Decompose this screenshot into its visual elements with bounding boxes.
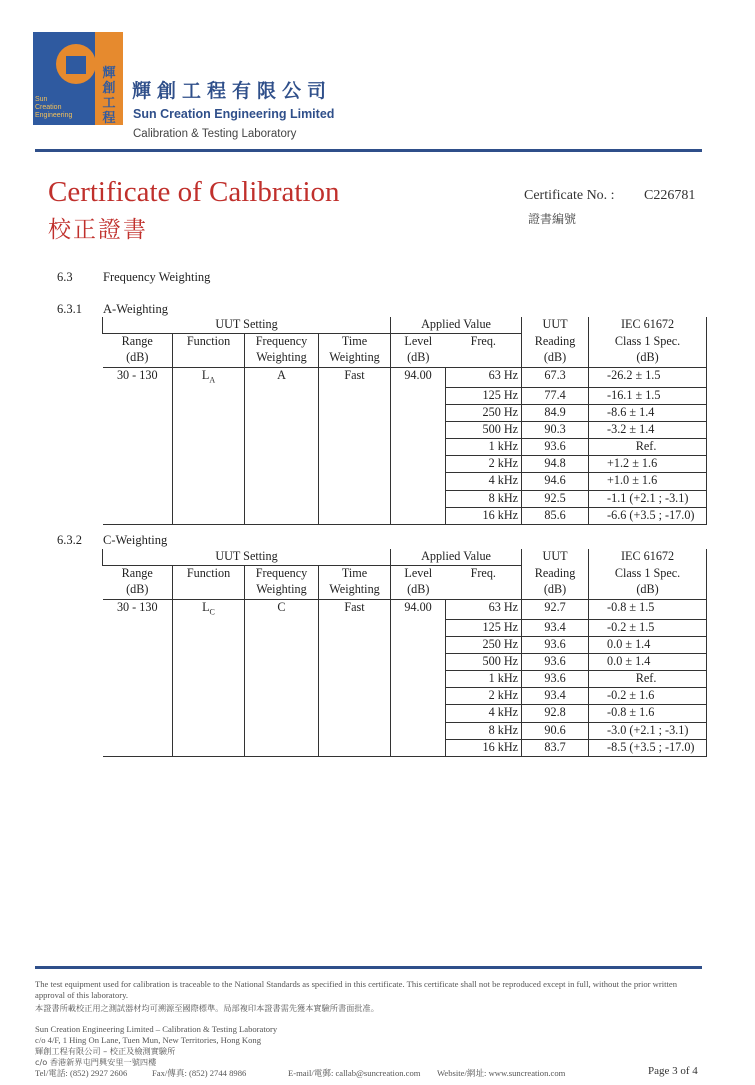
table-row	[103, 653, 707, 670]
function-cell	[173, 367, 245, 387]
table-row	[103, 490, 707, 507]
function-header: Function	[173, 566, 245, 583]
reading-cell: 93.4	[522, 688, 589, 705]
spec-cell: 0.0 ± 1.4	[589, 653, 707, 670]
function-cell	[173, 599, 245, 619]
table-row	[103, 507, 707, 524]
frequency-weighting-cell	[245, 456, 319, 473]
function-subscript: A	[209, 375, 216, 384]
freq-cell: 4 kHz	[446, 705, 522, 722]
time-weighting-cell	[319, 671, 391, 688]
traceability-statement-chinese: 本證書所載校正用之測試器材均可溯源至國際標準。局部複印本證書需先獲本實驗所書面批准。	[35, 1003, 379, 1013]
spec-cell: -6.6 (+3.5 ; -17.0)	[589, 507, 707, 524]
table-row	[103, 599, 707, 619]
level-cell	[391, 671, 446, 688]
subsection-a-number: 6.3.1	[57, 302, 82, 316]
range-cell	[103, 404, 173, 421]
spec-header: Class 1 Spec.	[589, 334, 707, 351]
range-cell	[103, 421, 173, 438]
range-cell	[103, 671, 173, 688]
address-line-4: c/o 香港新界屯門興安里一號四樓	[35, 1057, 157, 1067]
address-line-1: Sun Creation Engineering Limited – Calibration & Testing Laboratory	[35, 1024, 278, 1034]
reading-cell: 93.6	[522, 636, 589, 653]
range-cell	[103, 387, 173, 404]
function-cell	[173, 739, 245, 756]
company-logo	[33, 32, 123, 125]
range-cell	[103, 722, 173, 739]
reading-header: Reading	[522, 334, 589, 351]
reading-cell: 92.5	[522, 490, 589, 507]
spec-unit: (dB)	[589, 582, 707, 599]
level-header: Level	[391, 566, 446, 583]
level-header: Level	[391, 334, 446, 351]
range-cell	[103, 688, 173, 705]
level-cell	[391, 739, 446, 756]
range-cell	[103, 705, 173, 722]
time-weighting-cell	[319, 739, 391, 756]
frequency-weighting-cell	[245, 439, 319, 456]
function-cell	[173, 421, 245, 438]
range-cell	[103, 490, 173, 507]
freq-cell: 500 Hz	[446, 421, 522, 438]
reading-cell: 93.6	[522, 439, 589, 456]
range-cell: 30 - 130	[116, 367, 158, 382]
freq-cell: 500 Hz	[446, 653, 522, 670]
freq-cell: 16 kHz	[446, 739, 522, 756]
spec-cell: -8.6 ± 1.4	[589, 404, 707, 421]
range-unit: (dB)	[103, 582, 173, 599]
range-header: Range	[103, 334, 173, 351]
function-cell	[173, 473, 245, 490]
level-unit: (dB)	[391, 582, 446, 599]
spec-cell: -0.8 ± 1.6	[589, 705, 707, 722]
a-weighting-table	[102, 317, 707, 525]
freq-cell: 1 kHz	[446, 439, 522, 456]
spec-cell: -0.2 ± 1.5	[589, 619, 707, 636]
freq-cell: 8 kHz	[446, 722, 522, 739]
table-row	[103, 473, 707, 490]
table-row	[103, 367, 707, 387]
frequency-weighting-cell	[245, 507, 319, 524]
time-weighting-cell	[319, 456, 391, 473]
freq-cell: 250 Hz	[446, 636, 522, 653]
level-cell	[391, 473, 446, 490]
freq-cell: 1 kHz	[446, 671, 522, 688]
email: E-mail/電郵: callab@suncreation.com	[288, 1068, 421, 1078]
range-cell	[103, 653, 173, 670]
footer-divider	[35, 966, 702, 969]
table-row	[103, 688, 707, 705]
range-cell	[103, 473, 173, 490]
freq-cell: 125 Hz	[446, 619, 522, 636]
time-weighting-cell	[319, 653, 391, 670]
time-weighting-cell	[319, 404, 391, 421]
time-weighting-cell	[319, 619, 391, 636]
frequency-weighting-cell	[245, 387, 319, 404]
section-title: Frequency Weighting	[103, 270, 211, 284]
level-cell	[391, 705, 446, 722]
spec-cell: Ref.	[589, 671, 707, 688]
reading-cell: 85.6	[522, 507, 589, 524]
subsection-c-title: C-Weighting	[103, 533, 168, 547]
function-cell	[173, 387, 245, 404]
spec-cell: +1.0 ± 1.6	[589, 473, 707, 490]
iec-header: IEC 61672	[589, 317, 707, 334]
range-unit: (dB)	[103, 350, 173, 367]
spec-header: Class 1 Spec.	[589, 566, 707, 583]
weighting-label: Weighting	[319, 350, 391, 367]
frequency-weighting-header: Frequency	[245, 334, 319, 351]
level-cell	[391, 619, 446, 636]
function-cell	[173, 653, 245, 670]
time-weighting-cell	[319, 636, 391, 653]
function-cell	[173, 404, 245, 421]
website: Website/網址: www.suncreation.com	[437, 1068, 566, 1078]
time-weighting-cell	[319, 473, 391, 490]
applied-value-header: Applied Value	[391, 549, 522, 566]
section-number: 6.3	[57, 270, 73, 284]
telephone: Tel/電話: (852) 2927 2606	[35, 1068, 128, 1078]
freq-cell: 250 Hz	[446, 404, 522, 421]
uut-header: UUT	[522, 317, 589, 334]
fax: Fax/傳真: (852) 2744 8986	[152, 1068, 247, 1078]
weighting-label: Weighting	[245, 350, 319, 367]
level-cell	[391, 421, 446, 438]
frequency-weighting-cell	[245, 722, 319, 739]
frequency-weighting-cell	[245, 705, 319, 722]
reading-cell: 93.4	[522, 619, 589, 636]
time-weighting-cell	[319, 688, 391, 705]
level-cell	[391, 636, 446, 653]
time-weighting-cell: Fast	[319, 367, 391, 387]
frequency-weighting-cell	[245, 671, 319, 688]
weighting-label: Weighting	[245, 582, 319, 599]
company-name-chinese: 輝創工程有限公司	[132, 80, 333, 102]
table-row	[103, 739, 707, 756]
freq-cell: 2 kHz	[446, 456, 522, 473]
reading-cell: 94.6	[522, 473, 589, 490]
applied-value-header: Applied Value	[391, 317, 522, 334]
freq-cell: 63 Hz	[446, 367, 522, 387]
frequency-weighting-cell	[245, 653, 319, 670]
freq-cell: 63 Hz	[446, 599, 522, 619]
table-row	[103, 636, 707, 653]
frequency-weighting-cell	[245, 490, 319, 507]
level-cell	[391, 653, 446, 670]
reading-cell: 90.3	[522, 421, 589, 438]
freq-cell: 4 kHz	[446, 473, 522, 490]
function-subscript: C	[209, 607, 215, 616]
spec-cell: -16.1 ± 1.5	[589, 387, 707, 404]
spec-cell: +1.2 ± 1.6	[589, 456, 707, 473]
function-cell	[173, 636, 245, 653]
time-weighting-cell	[319, 421, 391, 438]
table-row	[103, 404, 707, 421]
time-weighting-header: Time	[319, 334, 391, 351]
level-cell	[391, 722, 446, 739]
subsection-a-title: A-Weighting	[103, 302, 168, 316]
freq-header: Freq.	[446, 334, 522, 351]
time-weighting-cell	[319, 722, 391, 739]
certificate-title-chinese: 校正證書	[48, 217, 148, 243]
function-cell	[173, 619, 245, 636]
table-row	[103, 671, 707, 688]
address-line-3: 輝創工程有限公司 – 校正及檢測實驗所	[35, 1046, 176, 1056]
level-cell	[391, 387, 446, 404]
table-row	[103, 722, 707, 739]
spec-cell: -3.0 (+2.1 ; -3.1)	[589, 722, 707, 739]
range-cell	[103, 636, 173, 653]
reading-header: Reading	[522, 566, 589, 583]
reading-cell: 77.4	[522, 387, 589, 404]
reading-cell: 67.3	[522, 367, 589, 387]
function-cell	[173, 705, 245, 722]
range-cell	[103, 456, 173, 473]
table-row	[103, 619, 707, 636]
function-cell	[173, 507, 245, 524]
laboratory-name: Calibration & Testing Laboratory	[133, 128, 297, 140]
range-cell	[103, 739, 173, 756]
frequency-weighting-cell	[245, 421, 319, 438]
freq-cell: 16 kHz	[446, 507, 522, 524]
certificate-title: Certificate of Calibration	[48, 176, 340, 208]
frequency-weighting-cell	[245, 473, 319, 490]
spec-unit: (dB)	[589, 350, 707, 367]
uut-header: UUT	[522, 549, 589, 566]
reading-unit: (dB)	[522, 582, 589, 599]
c-weighting-table	[102, 549, 707, 757]
spec-cell: -0.2 ± 1.6	[589, 688, 707, 705]
frequency-weighting-cell	[245, 688, 319, 705]
time-weighting-cell	[319, 490, 391, 507]
frequency-weighting-cell: C	[245, 599, 319, 619]
reading-cell: 90.6	[522, 722, 589, 739]
frequency-weighting-cell	[245, 404, 319, 421]
frequency-weighting-cell	[245, 619, 319, 636]
table-row	[103, 387, 707, 404]
iec-header: IEC 61672	[589, 549, 707, 566]
range-cell: 30 - 130	[116, 599, 158, 614]
reading-cell: 93.6	[522, 653, 589, 670]
range-cell	[103, 507, 173, 524]
range-cell	[103, 619, 173, 636]
spec-cell: -1.1 (+2.1 ; -3.1)	[589, 490, 707, 507]
logo-english-text: Sun Creation Engineering	[35, 96, 73, 119]
function-cell	[173, 671, 245, 688]
uut-setting-header: UUT Setting	[103, 317, 391, 334]
function-cell	[173, 439, 245, 456]
frequency-weighting-cell: A	[245, 367, 319, 387]
time-weighting-header: Time	[319, 566, 391, 583]
table-row	[103, 439, 707, 456]
company-name-english: Sun Creation Engineering Limited	[133, 107, 335, 121]
time-weighting-cell	[319, 705, 391, 722]
reading-cell: 83.7	[522, 739, 589, 756]
function-symbol: L	[201, 367, 210, 382]
table-row	[103, 421, 707, 438]
uut-setting-header: UUT Setting	[103, 549, 391, 566]
traceability-statement: The test equipment used for calibration is traceable to the National Standards as specified in this certificate. This certificate shall not be reproduced except in full, without the prior written approval of this laboratory.	[35, 979, 678, 1000]
weighting-label: Weighting	[319, 582, 391, 599]
range-header: Range	[103, 566, 173, 583]
level-cell	[391, 404, 446, 421]
time-weighting-cell	[319, 439, 391, 456]
range-cell	[103, 439, 173, 456]
reading-cell: 92.7	[522, 599, 589, 619]
level-cell	[391, 439, 446, 456]
frequency-weighting-cell	[245, 636, 319, 653]
certificate-number-label-chinese: 證書編號	[528, 212, 577, 226]
table-row	[103, 705, 707, 722]
level-cell	[391, 456, 446, 473]
reading-cell: 94.8	[522, 456, 589, 473]
function-symbol: L	[202, 599, 210, 614]
function-cell	[173, 722, 245, 739]
time-weighting-cell	[319, 387, 391, 404]
subsection-c-number: 6.3.2	[57, 533, 82, 547]
function-cell	[173, 490, 245, 507]
function-cell	[173, 688, 245, 705]
time-weighting-cell	[319, 507, 391, 524]
address-line-2: c/o 4/F, 1 Hing On Lane, Tuen Mun, New Territories, Hong Kong	[35, 1035, 262, 1045]
level-cell	[391, 490, 446, 507]
spec-cell: Ref.	[589, 439, 707, 456]
level-cell: 94.00	[391, 599, 446, 619]
logo-chinese-text: 輝 創 工 程	[102, 66, 116, 126]
level-cell	[391, 688, 446, 705]
function-cell	[173, 456, 245, 473]
freq-header: Freq.	[446, 566, 522, 583]
spec-cell: 0.0 ± 1.4	[589, 636, 707, 653]
spec-cell: -26.2 ± 1.5	[589, 367, 707, 387]
freq-cell: 2 kHz	[446, 688, 522, 705]
spec-cell: -3.2 ± 1.4	[589, 421, 707, 438]
reading-cell: 92.8	[522, 705, 589, 722]
spec-cell: -0.8 ± 1.5	[589, 599, 707, 619]
time-weighting-cell: Fast	[319, 599, 391, 619]
certificate-number: C226781	[644, 188, 696, 203]
spec-cell: -8.5 (+3.5 ; -17.0)	[589, 739, 707, 756]
reading-unit: (dB)	[522, 350, 589, 367]
header-divider	[35, 149, 702, 152]
frequency-weighting-cell	[245, 739, 319, 756]
page-number: Page 3 of 4	[648, 1065, 698, 1077]
level-unit: (dB)	[391, 350, 446, 367]
frequency-weighting-header: Frequency	[245, 566, 319, 583]
reading-cell: 93.6	[522, 671, 589, 688]
freq-cell: 8 kHz	[446, 490, 522, 507]
certificate-number-label: Certificate No. :	[524, 188, 615, 203]
function-header: Function	[173, 334, 245, 351]
freq-cell: 125 Hz	[446, 387, 522, 404]
table-row	[103, 456, 707, 473]
level-cell	[391, 507, 446, 524]
level-cell: 94.00	[391, 367, 446, 387]
reading-cell: 84.9	[522, 404, 589, 421]
